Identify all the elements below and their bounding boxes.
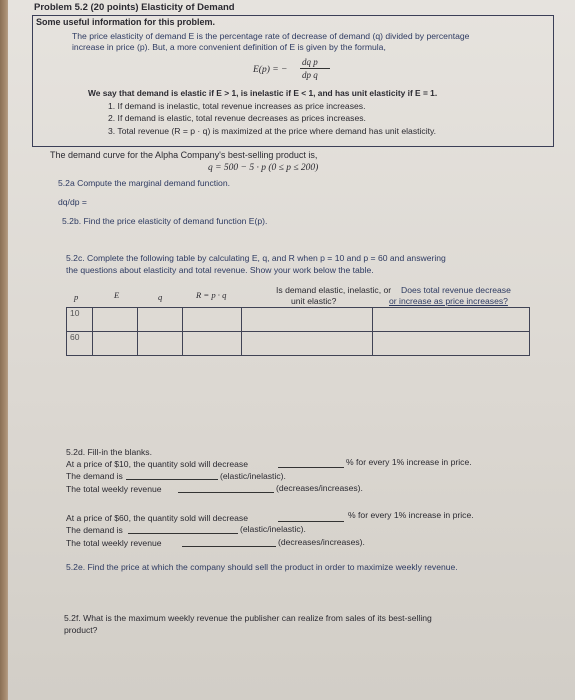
formula-lhs: E(p) = − (253, 65, 288, 75)
part-c-line-1: 5.2c. Complete the following table by calculating E, q, and R when p = 10 and p = 60 and answering (66, 253, 446, 263)
col-header-elastic-2: unit elastic? (291, 296, 337, 306)
part-f-line-1: 5.2f. What is the maximum weekly revenue the publisher can realize from sales of its best-selling (64, 613, 432, 623)
d1-suffix-1: % for every 1% increase in price. (346, 457, 472, 467)
cell-elasticity[interactable] (242, 308, 373, 332)
d2-suffix-1: % for every 1% increase in price. (348, 510, 474, 520)
d2-blank-3[interactable] (182, 546, 276, 547)
elasticity-table (66, 307, 530, 356)
cell-q[interactable] (138, 308, 183, 332)
d2-suffix-2: (elastic/inelastic). (240, 524, 306, 534)
cell-elasticity[interactable] (242, 332, 373, 356)
info-line-2: increase in price (p). But, a more convenient definition of E is given by the formula, (72, 42, 386, 52)
info-item-2: 2. If demand is elastic, total revenue decreases as prices increases. (108, 113, 366, 123)
part-a-answer-prompt: dq/dp = (58, 197, 87, 207)
part-e-label: 5.2e. Find the price at which the company should sell the product in order to maximize weekly revenue. (66, 562, 458, 572)
table-row (67, 332, 530, 356)
col-header-elastic-1: Is demand elastic, inelastic, or (276, 285, 392, 295)
d2-blank-1[interactable] (278, 521, 344, 522)
d1-suffix-3: (decreases/increases). (276, 483, 363, 493)
cell-R[interactable] (183, 332, 242, 356)
d2-blank-2[interactable] (128, 533, 238, 534)
info-heading: Some useful information for this problem. (36, 17, 216, 27)
cell-E[interactable] (93, 308, 138, 332)
formula-denominator: dp q (302, 70, 318, 80)
cell-q[interactable] (138, 332, 183, 356)
part-a-label: 5.2a Compute the marginal demand function. (58, 178, 230, 188)
formula-numerator: dq p (302, 57, 318, 67)
formula-fraction-bar (300, 68, 330, 69)
cell-revenue[interactable] (373, 332, 530, 356)
d1-blank-3[interactable] (178, 492, 274, 493)
cell-E[interactable] (93, 332, 138, 356)
worksheet-page (8, 0, 575, 700)
problem-title: Problem 5.2 (20 points) Elasticity of Demand (34, 2, 235, 13)
col-header-revenue-1: Does total revenue decrease (401, 285, 511, 295)
info-line-1: The price elasticity of demand E is the percentage rate of decrease of demand (q) divided by percentage (72, 31, 470, 41)
d2-suffix-3: (decreases/increases). (278, 537, 365, 547)
d1-line-2: The demand is (66, 471, 123, 481)
d1-blank-1[interactable] (278, 467, 344, 468)
elasticity-rule: We say that demand is elastic if E > 1, is inelastic if E < 1, and has unit elasticity if E = 1. (88, 88, 438, 98)
cell-R[interactable] (183, 308, 242, 332)
cell-p: 60 (67, 332, 93, 356)
info-item-1: 1. If demand is inelastic, total revenue increases as price increases. (108, 101, 366, 111)
d1-blank-2[interactable] (126, 479, 218, 480)
part-b-label: 5.2b. Find the price elasticity of demand function E(p). (62, 216, 268, 226)
d1-line-1: At a price of $10, the quantity sold will decrease (66, 459, 249, 469)
cell-p: 10 (67, 308, 93, 332)
demand-equation: q = 500 − 5 · p (0 ≤ p ≤ 200) (208, 163, 319, 173)
part-f-line-2: product? (64, 625, 98, 635)
cell-revenue[interactable] (373, 308, 530, 332)
col-header-E: E (114, 290, 120, 300)
table-row (67, 308, 530, 332)
d2-line-1: At a price of $60, the quantity sold will decrease (66, 513, 249, 523)
part-d-label: 5.2d. Fill-in the blanks. (66, 447, 152, 457)
d1-suffix-2: (elastic/inelastic). (220, 471, 286, 481)
d2-line-3: The total weekly revenue (66, 538, 162, 548)
curve-intro: The demand curve for the Alpha Company's best-selling product is, (50, 150, 318, 160)
col-header-revenue-2: or increase as price increases? (389, 296, 508, 306)
col-header-R: R = p · q (196, 290, 227, 300)
info-item-3: 3. Total revenue (R = p · q) is maximized at the price where demand has unit elasticity. (108, 126, 437, 136)
d1-line-3: The total weekly revenue (66, 484, 162, 494)
col-header-p: p (74, 292, 79, 302)
col-header-q: q (158, 292, 163, 302)
d2-line-2: The demand is (66, 525, 123, 535)
part-c-line-2: the questions about elasticity and total revenue. Show your work below the table. (66, 265, 374, 275)
